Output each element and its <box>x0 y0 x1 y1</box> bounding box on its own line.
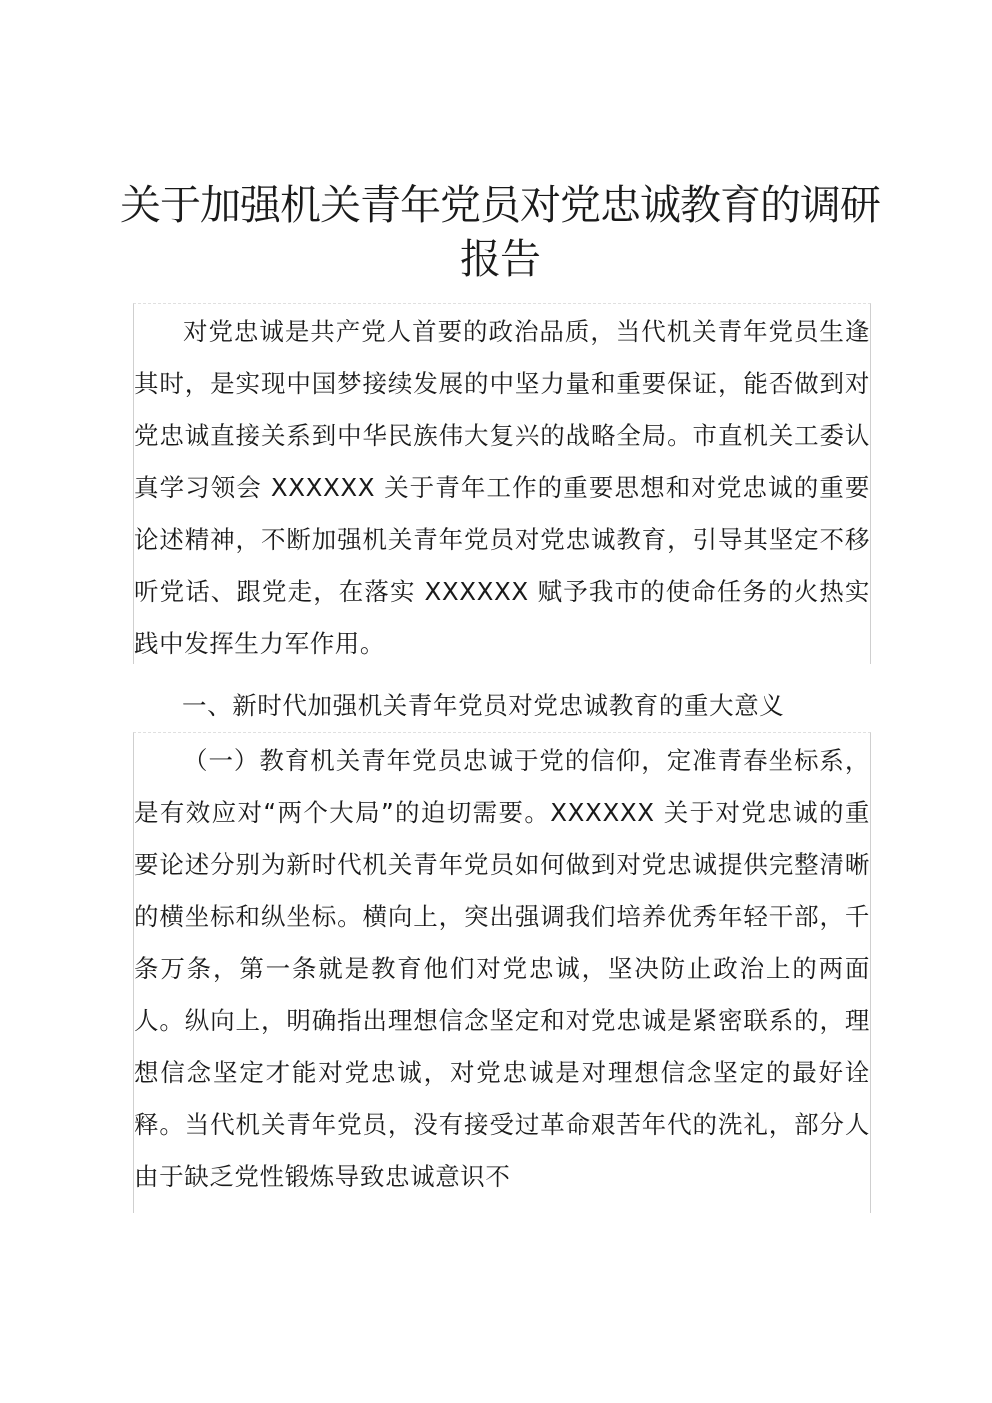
subsection-1-paragraph: （一）教育机关青年党员忠诚于党的信仰，定准青春坐标系，是有效应对“两个大局”的迫切需要。XXXXXX 关于对党忠诚的重要论述分别为新时代机关青年党员如何做到对党忠诚提供完整清晰的横坐标和纵坐标。横向上，突出强调我们培养优秀年轻干部，千条万条，第一条就是教育他们对党忠诚，坚决防止政治上的两面人。纵向上，明确指出理想信念坚定和对党忠诚是紧密联系的，理想信念坚定才能对党忠诚，对党忠诚是对理想信念坚定的最好诠释。当代机关青年党员，没有接受过革命艰苦年代的洗礼，部分人由于缺乏党性锻炼导致忠诚意识不 <box>134 746 870 1191</box>
section-heading-block <box>133 680 869 728</box>
subsection-block <box>133 732 871 1213</box>
intro-paragraph: 对党忠诚是共产党人首要的政治品质，当代机关青年党员生逢其时，是实现中国梦接续发展的中坚力量和重要保证，能否做到对党忠诚直接关系到中华民族伟大复兴的战略全局。市直机关工委认真学习领会 XXXXXX 关于青年工作的重要思想和对党忠诚的重要论述精神，不断加强机关青年党员对党忠诚教育，引导其坚定不移听党话、跟党走，在落实 XXXXXX 赋予我市的使命任务的火热实践中发挥生力军作用。 <box>134 317 870 658</box>
document-title: 关于加强机关青年党员对党忠诚教育的调研报告 <box>120 181 880 283</box>
intro-block <box>133 303 871 664</box>
section-heading: 一、新时代加强机关青年党员对党忠诚教育的重大意义 <box>182 691 785 720</box>
